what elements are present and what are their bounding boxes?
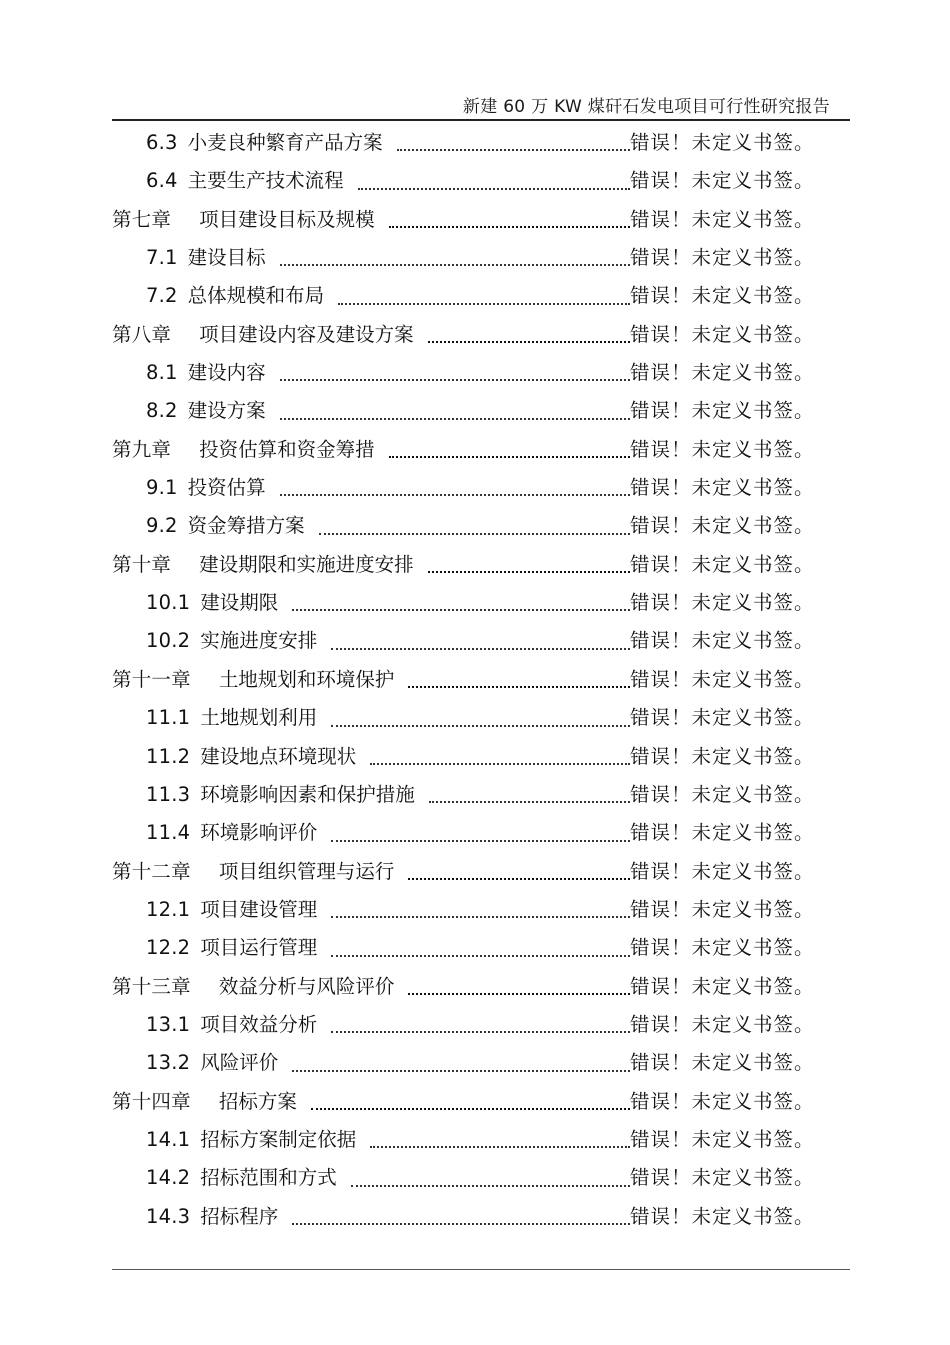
toc-page-reference: 错误！未定义书签。 — [630, 1051, 815, 1075]
toc-entry-title: 土地规划和环境保护 — [218, 667, 395, 691]
toc-entry-heading — [146, 891, 317, 929]
toc-dot-leader — [351, 1146, 630, 1186]
toc-entry-title: 招标范围和方式 — [200, 1166, 337, 1190]
toc-page-reference: 错误！未定义书签。 — [630, 706, 815, 730]
toc-entry-title: 招标程序 — [200, 1204, 279, 1228]
toc-page-reference: 错误！未定义书签。 — [630, 399, 815, 423]
toc-entry-heading — [146, 1121, 356, 1159]
toc-entry-number: 13.2 — [146, 1051, 191, 1075]
toc-dot-leader — [331, 878, 630, 918]
toc-entry-heading — [146, 1198, 278, 1236]
toc-dot-leader — [358, 149, 630, 189]
toc-page-reference: 错误！未定义书签。 — [630, 974, 815, 998]
toc-dot-leader — [389, 418, 630, 458]
toc-entry-title: 小麦良种繁育产品方案 — [187, 131, 383, 154]
toc-entry-title: 投资估算和资金筹措 — [199, 437, 375, 461]
toc-entry-heading — [146, 162, 344, 200]
toc-entry-title: 项目效益分析 — [200, 1012, 318, 1036]
toc-entry-number: 第八章 — [112, 322, 172, 346]
toc-entry-heading — [146, 277, 324, 315]
footer-rule — [112, 1269, 850, 1270]
toc-page-reference: 错误！未定义书签。 — [630, 1166, 815, 1190]
toc-dot-leader — [408, 840, 630, 880]
toc-entry-number: 14.1 — [146, 1127, 191, 1151]
toc-entry-title: 环境影响因素和保护措施 — [200, 782, 415, 806]
toc-entry-number: 14.2 — [146, 1166, 191, 1190]
toc-entry-number: 10.1 — [146, 591, 191, 615]
toc-entry-title: 主要生产技术流程 — [187, 169, 344, 193]
toc-page-reference: 错误！未定义书签。 — [630, 207, 815, 231]
toc-page-reference: 错误！未定义书签。 — [630, 322, 815, 346]
toc-entry-number: 14.3 — [146, 1204, 191, 1228]
toc-page-reference: 错误！未定义书签。 — [630, 591, 815, 615]
toc-entry-heading — [146, 622, 317, 660]
toc-entry-number: 7.2 — [146, 284, 178, 308]
toc-entry-title: 土地规划利用 — [200, 706, 318, 730]
toc-dot-leader — [408, 648, 630, 688]
toc-dot-leader — [331, 609, 630, 649]
toc-entry-heading — [146, 929, 317, 967]
toc-entry-heading — [146, 584, 278, 622]
toc-entry-title: 项目建设内容及建设方案 — [199, 322, 414, 346]
toc-page-reference: 错误！未定义书签。 — [630, 476, 815, 500]
toc-entry-number: 7.1 — [146, 246, 178, 270]
toc-page-reference: 错误！未定义书签。 — [630, 1127, 815, 1151]
toc-entry-title: 实施进度安排 — [200, 629, 318, 653]
toc-dot-leader — [331, 801, 630, 841]
toc-dot-leader — [292, 1185, 630, 1225]
toc-entry-heading — [146, 738, 356, 776]
table-of-contents — [0, 124, 950, 1236]
toc-entry-title: 项目建设目标及规模 — [199, 207, 375, 231]
toc-page-reference: 错误！未定义书签。 — [630, 859, 815, 883]
toc-entry-title: 招标方案制定依据 — [200, 1127, 357, 1151]
toc-entry-title: 环境影响评价 — [200, 821, 318, 845]
toc-page-reference: 错误！未定义书签。 — [630, 744, 815, 768]
toc-entry-number: 第十三章 — [112, 974, 191, 998]
toc-dot-leader — [280, 226, 630, 266]
toc-entry-title: 资金筹措方案 — [187, 514, 305, 538]
running-header-title: 新建 60 万 KW 煤矸石发电项目可行性研究报告 — [462, 97, 830, 117]
toc-page-reference: 错误！未定义书签。 — [630, 782, 815, 806]
toc-page-reference: 错误！未定义书签。 — [630, 936, 815, 960]
toc-dot-leader — [292, 571, 630, 611]
toc-entry-number: 第十一章 — [112, 667, 191, 691]
toc-entry-number: 11.3 — [146, 782, 191, 806]
toc-entry-number: 6.4 — [146, 169, 178, 193]
toc-entry-title: 投资估算 — [187, 476, 266, 500]
toc-entry-number: 6.3 — [146, 131, 178, 154]
toc-entry-title: 风险评价 — [200, 1051, 279, 1075]
toc-dot-leader — [280, 379, 630, 419]
toc-dot-leader — [292, 1031, 630, 1071]
toc-entry-number: 9.2 — [146, 514, 178, 538]
toc-entry-title: 招标方案 — [218, 1089, 297, 1113]
toc-dot-leader — [311, 1070, 630, 1110]
toc-entry-number: 11.4 — [146, 821, 191, 845]
toc-dot-leader — [280, 456, 630, 496]
toc-entry-heading — [146, 507, 305, 545]
toc-dot-leader — [319, 494, 630, 534]
toc-entry-heading — [146, 1044, 278, 1082]
toc-entry-heading — [146, 814, 317, 852]
toc-entry-number: 8.2 — [146, 399, 178, 423]
toc-section-entry[interactable] — [0, 1198, 950, 1236]
toc-dot-leader — [408, 955, 630, 995]
toc-page-reference: 错误！未定义书签。 — [630, 246, 815, 270]
toc-entry-number: 第七章 — [112, 207, 172, 231]
toc-entry-number: 第十四章 — [112, 1089, 191, 1113]
toc-entry-title: 效益分析与风险评价 — [218, 974, 395, 998]
toc-dot-leader — [331, 916, 630, 956]
toc-page-reference: 错误！未定义书签。 — [630, 514, 815, 538]
toc-page-reference: 错误！未定义书签。 — [630, 629, 815, 653]
toc-entry-title: 项目建设管理 — [200, 897, 318, 921]
toc-entry-heading — [146, 354, 266, 392]
toc-entry-heading — [146, 239, 266, 277]
toc-entry-heading — [146, 699, 317, 737]
toc-dot-leader — [331, 686, 630, 726]
toc-entry-number: 第九章 — [112, 437, 172, 461]
toc-entry-heading — [146, 124, 383, 162]
toc-entry-number: 12.2 — [146, 936, 191, 960]
toc-page-reference: 错误！未定义书签。 — [630, 437, 815, 461]
toc-page-reference: 错误！未定义书签。 — [630, 897, 815, 921]
toc-entry-number: 第十二章 — [112, 859, 191, 883]
toc-entry-heading — [112, 1083, 297, 1121]
toc-dot-leader — [389, 188, 630, 228]
toc-entry-title: 建设期限 — [200, 591, 279, 615]
toc-entry-title: 总体规模和布局 — [187, 284, 325, 308]
toc-page-reference: 错误！未定义书签。 — [630, 284, 815, 308]
toc-entry-title: 建设方案 — [187, 399, 266, 423]
toc-page-reference: 错误！未定义书签。 — [630, 131, 815, 154]
toc-page-reference: 错误！未定义书签。 — [630, 1204, 815, 1228]
toc-entry-title: 建设目标 — [187, 246, 266, 270]
toc-dot-leader — [280, 341, 630, 381]
toc-entry-title: 项目组织管理与运行 — [218, 859, 395, 883]
toc-dot-leader — [429, 763, 630, 803]
toc-dot-leader — [370, 1108, 630, 1148]
toc-page-reference: 错误！未定义书签。 — [630, 169, 815, 193]
toc-dot-leader — [338, 264, 630, 304]
toc-page-reference: 错误！未定义书签。 — [630, 1089, 815, 1113]
toc-entry-number: 8.1 — [146, 361, 178, 385]
toc-page-reference: 错误！未定义书签。 — [630, 821, 815, 845]
toc-entry-title: 建设内容 — [187, 361, 266, 385]
toc-page-reference: 错误！未定义书签。 — [630, 361, 815, 385]
toc-entry-heading — [146, 469, 266, 507]
toc-page-reference: 错误！未定义书签。 — [630, 1012, 815, 1036]
toc-entry-number: 9.1 — [146, 476, 178, 500]
toc-entry-title: 建设地点环境现状 — [200, 744, 357, 768]
toc-page-reference: 错误！未定义书签。 — [630, 667, 815, 691]
toc-dot-leader — [331, 993, 630, 1033]
toc-entry-number: 11.1 — [146, 706, 191, 730]
toc-entry-heading — [146, 392, 266, 430]
toc-dot-leader — [428, 533, 630, 573]
toc-entry-number: 第十章 — [112, 552, 172, 576]
toc-page-reference: 错误！未定义书签。 — [630, 552, 815, 576]
toc-entry-number: 10.2 — [146, 629, 191, 653]
toc-entry-title: 建设期限和实施进度安排 — [199, 552, 414, 576]
toc-entry-number: 13.1 — [146, 1012, 191, 1036]
toc-entry-title: 项目运行管理 — [200, 936, 318, 960]
toc-dot-leader — [397, 111, 630, 151]
toc-entry-number: 11.2 — [146, 744, 191, 768]
toc-dot-leader — [370, 725, 630, 765]
toc-entry-number: 12.1 — [146, 897, 191, 921]
toc-dot-leader — [428, 303, 630, 343]
